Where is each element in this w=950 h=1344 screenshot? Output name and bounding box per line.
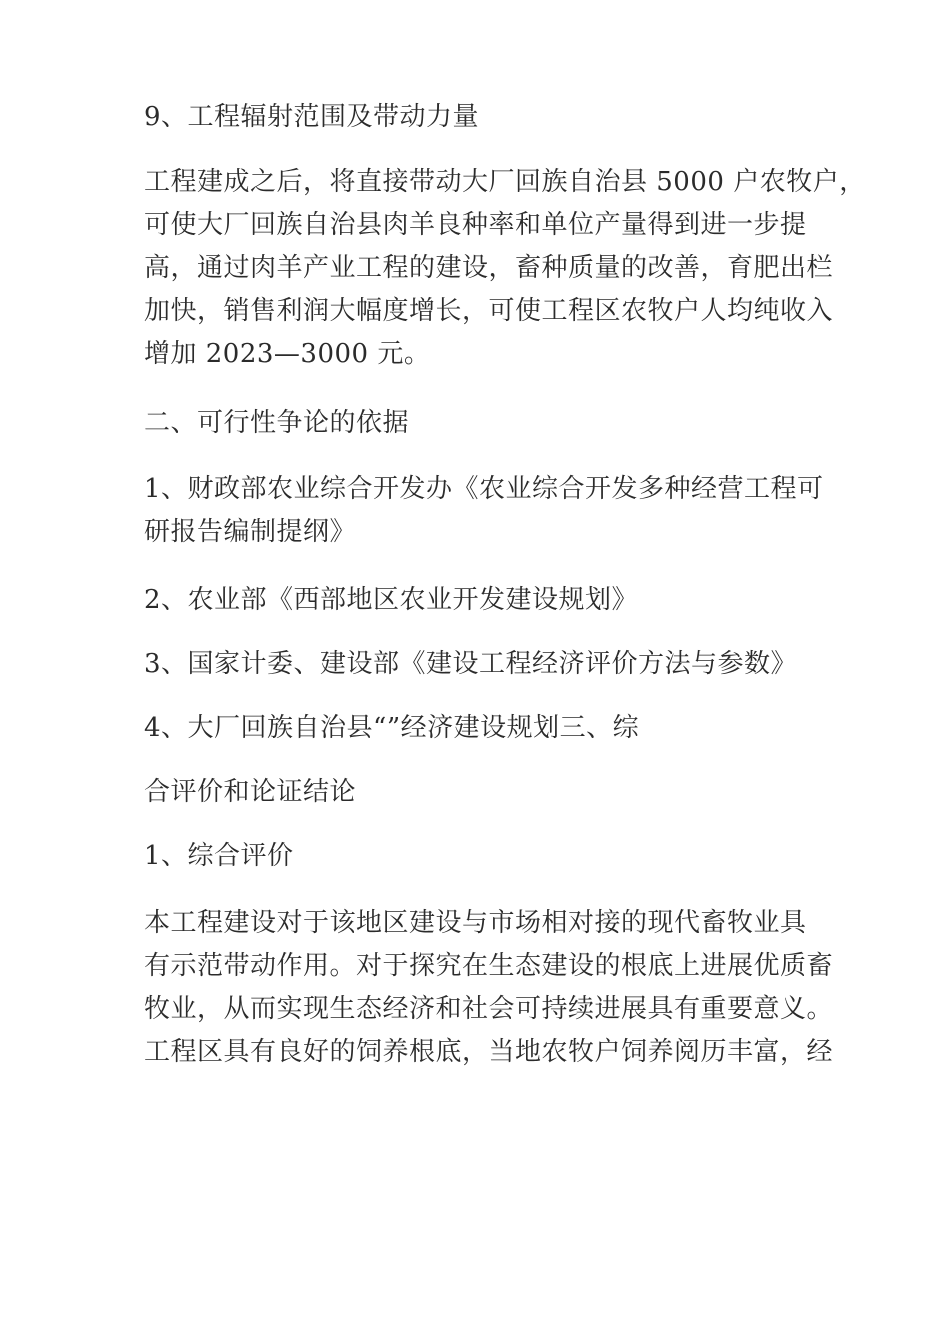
paragraph-line: 工程区具有良好的饲养根底，当地农牧户饲养阅历丰富，经 <box>144 1037 834 1067</box>
basis-item-3: 3、国家计委、建设部《建设工程经济评价方法与参数》 <box>144 649 798 679</box>
basis-item-1-line: 研报告编制提纲》 <box>144 517 357 547</box>
part-3-heading-continuation: 合评价和论证结论 <box>144 777 357 807</box>
paragraph-line: 有示范带动作用。对于探究在生态建设的根底上进展优质畜 <box>144 951 834 981</box>
basis-item-1-line: 1、财政部农业综合开发办《农业综合开发多种经营工程可 <box>144 474 824 504</box>
paragraph-line: 工程建成之后，将直接带动大厂回族自治县 5000 户农牧户， <box>144 167 866 197</box>
subsection-1-heading: 1、综合评价 <box>144 841 294 871</box>
paragraph-line: 可使大厂回族自治县肉羊良种率和单位产量得到进一步提 <box>144 210 807 240</box>
paragraph-line: 本工程建设对于该地区建设与市场相对接的现代畜牧业具 <box>144 908 807 938</box>
paragraph-line: 加快，销售利润大幅度增长，可使工程区农牧户人均纯收入 <box>144 296 834 326</box>
part-2-heading: 二、可行性争论的依据 <box>144 408 410 438</box>
basis-item-4: 4、大厂回族自治县“”经济建设规划三、综 <box>144 713 640 743</box>
section-9-heading: 9、工程辐射范围及带动力量 <box>144 102 480 132</box>
basis-item-2: 2、农业部《西部地区农业开发建设规划》 <box>144 585 639 615</box>
paragraph-line: 增加 2023—3000 元。 <box>144 339 431 369</box>
paragraph-line: 牧业，从而实现生态经济和社会可持续进展具有重要意义。 <box>144 994 834 1024</box>
paragraph-line: 高，通过肉羊产业工程的建设，畜种质量的改善，育肥出栏 <box>144 253 834 283</box>
